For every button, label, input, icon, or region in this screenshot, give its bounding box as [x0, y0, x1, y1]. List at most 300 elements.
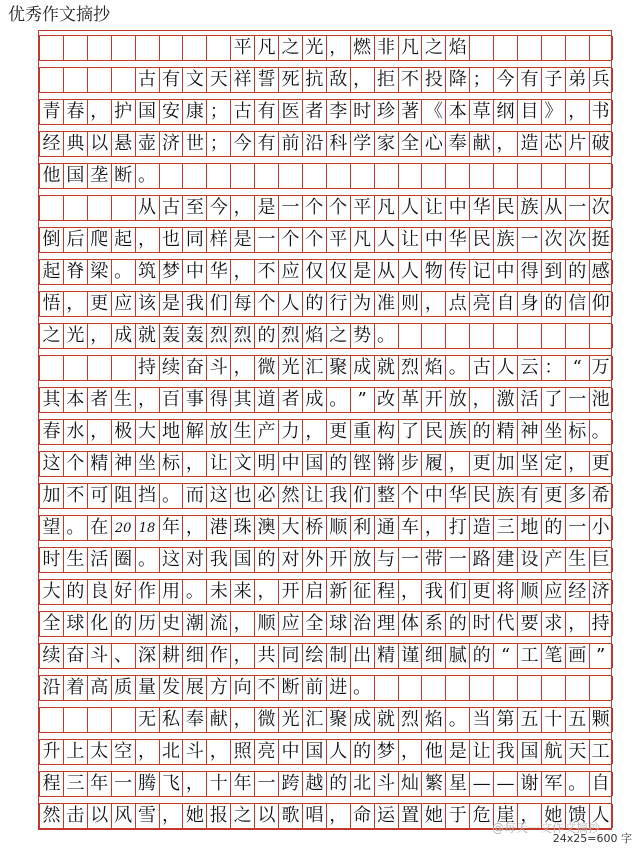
grid-cell: 片	[565, 132, 589, 156]
grid-cell: 成	[302, 388, 326, 412]
grid-cell: 安	[159, 100, 183, 124]
grid-cell: 将	[493, 580, 517, 604]
grid-row	[39, 419, 611, 445]
grid-cell: 发	[159, 676, 183, 700]
grid-cell: 体	[398, 612, 422, 636]
grid-cell: ，	[230, 260, 254, 284]
grid-cell: 族	[493, 484, 517, 508]
grid-cell: 时	[39, 548, 63, 572]
grid-cell: 精	[374, 644, 398, 668]
grid-cell: 个	[302, 196, 326, 220]
grid-cell: ，	[469, 388, 493, 412]
grid-cell: 华	[445, 484, 469, 508]
grid-cell: 对	[278, 548, 302, 572]
grid-cell: 国	[302, 452, 326, 476]
grid-cell: 良	[87, 580, 111, 604]
grid-cell: 她	[182, 804, 206, 828]
grid-cell: 珠	[230, 516, 254, 540]
grid-cell: 世	[182, 132, 206, 156]
grid-cell: 光	[302, 36, 326, 60]
grid-cell: 沿	[39, 676, 63, 700]
grid-cell: 斗	[87, 644, 111, 668]
grid-cell: 时	[350, 100, 374, 124]
grid-cell: 者	[278, 388, 302, 412]
grid-cell: 之	[326, 324, 350, 348]
grid-row	[39, 515, 611, 541]
grid-cell: 的	[350, 740, 374, 764]
grid-cell: ，	[302, 420, 326, 444]
grid-cell: ，	[565, 452, 589, 476]
grid-cell: 画	[565, 644, 589, 668]
grid-cell: 奉	[182, 708, 206, 732]
grid-cell: 极	[111, 420, 135, 444]
grid-cell	[182, 164, 206, 188]
grid-cell	[63, 356, 87, 380]
grid-cell: 程	[39, 772, 63, 796]
grid-cell: 拒	[374, 68, 398, 92]
grid-cell: 要	[517, 612, 541, 636]
grid-cell	[87, 708, 111, 732]
grid-cell	[206, 36, 230, 60]
grid-cell	[182, 36, 206, 60]
grid-cell	[517, 36, 541, 60]
grid-cell: 用	[159, 580, 183, 604]
grid-cell: 中	[445, 196, 469, 220]
grid-cell: 一	[111, 772, 135, 796]
grid-cell: 升	[39, 740, 63, 764]
grid-cell: 作	[206, 644, 230, 668]
grid-cell: 有	[159, 68, 183, 92]
grid-cell: 球	[63, 612, 87, 636]
grid-cell	[63, 708, 87, 732]
grid-cell: 阻	[111, 484, 135, 508]
grid-cell: 理	[374, 612, 398, 636]
grid-cell: 断	[278, 676, 302, 700]
grid-cell: 成	[111, 324, 135, 348]
grid-cell: 济	[589, 580, 613, 604]
grid-cell: 革	[398, 388, 422, 412]
grid-cell: 亮	[254, 740, 278, 764]
grid-cell: 水	[63, 420, 87, 444]
grid-cell: 该	[135, 292, 159, 316]
grid-cell: 敌	[326, 68, 350, 92]
grid-cell: 我	[421, 580, 445, 604]
grid-cell: 耕	[159, 644, 183, 668]
grid-cell: 方	[206, 676, 230, 700]
grid-cell: 平	[350, 196, 374, 220]
grid-cell: 续	[159, 356, 183, 380]
grid-cell: 中	[421, 484, 445, 508]
grid-cell: ，	[445, 452, 469, 476]
grid-cell: 我	[326, 484, 350, 508]
grid-cell: 开	[326, 548, 350, 572]
grid-cell: 产	[541, 548, 565, 572]
grid-cell: 五	[565, 708, 589, 732]
grid-cell: 华	[469, 196, 493, 220]
grid-cell: 外	[302, 548, 326, 572]
grid-cell: 次	[589, 196, 613, 220]
grid-cell	[206, 164, 230, 188]
grid-cell: 样	[206, 228, 230, 252]
grid-cell: 则	[398, 292, 422, 316]
grid-cell: 筑	[135, 260, 159, 284]
grid-cell: 《	[421, 100, 445, 124]
grid-cell: 人	[398, 260, 422, 284]
grid-cell: ，	[350, 68, 374, 92]
grid-cell: 顺	[517, 580, 541, 604]
grid-cell: ，	[87, 324, 111, 348]
grid-cell: 国	[230, 548, 254, 572]
grid-cell	[39, 68, 63, 92]
grid-cell: 古	[135, 68, 159, 92]
grid-cell	[87, 68, 111, 92]
grid-cell: 芯	[541, 132, 565, 156]
grid-cell: 兵	[589, 68, 613, 92]
grid-cell: 是	[350, 260, 374, 284]
grid-cell: 地	[159, 420, 183, 444]
grid-cell: 烈	[398, 356, 422, 380]
grid-cell	[87, 196, 111, 220]
grid-cell	[445, 676, 469, 700]
grid-cell: 这	[159, 548, 183, 572]
grid-cell: 经	[39, 132, 63, 156]
grid-cell: 于	[445, 804, 469, 828]
grid-cell: 私	[159, 708, 183, 732]
grid-cell: 本	[445, 100, 469, 124]
grid-cell: 第	[493, 708, 517, 732]
grid-cell: 危	[469, 804, 493, 828]
grid-cell: 传	[445, 260, 469, 284]
grid-cell: 应	[278, 612, 302, 636]
grid-cell: ，	[421, 292, 445, 316]
grid-cell	[541, 676, 565, 700]
grid-cell: 的	[445, 612, 469, 636]
grid-cell: 人	[398, 196, 422, 220]
grid-cell: 望	[39, 516, 63, 540]
grid-cell: 中	[182, 260, 206, 284]
grid-cell: 烈	[206, 324, 230, 348]
grid-cell: 文	[182, 68, 206, 92]
grid-cell: 。	[445, 356, 469, 380]
grid-cell: 有	[517, 68, 541, 92]
grid-cell: 族	[445, 420, 469, 444]
grid-cell: 祥	[230, 68, 254, 92]
grid-cell: 一	[565, 388, 589, 412]
grid-cell: 工	[589, 740, 613, 764]
grid-cell: 激	[493, 388, 517, 412]
grid-cell: 们	[206, 292, 230, 316]
grid-cell: 的	[469, 644, 493, 668]
grid-cell: ，	[230, 356, 254, 380]
grid-cell: 应	[541, 580, 565, 604]
grid-cell: 让	[398, 228, 422, 252]
grid-cell: 小	[589, 516, 613, 540]
grid-cell: ，	[493, 132, 517, 156]
grid-cell: 谢	[517, 772, 541, 796]
grid-cell: 挡	[135, 484, 159, 508]
grid-cell: 谨	[398, 644, 422, 668]
grid-cell: 之	[278, 36, 302, 60]
grid-cell: 族	[493, 228, 517, 252]
grid-cell: 港	[206, 516, 230, 540]
grid-cell	[111, 68, 135, 92]
grid-cell: 越	[302, 772, 326, 796]
grid-cell: 人	[278, 292, 302, 316]
grid-cell	[39, 36, 63, 60]
grid-cell: “	[565, 356, 589, 380]
grid-cell: 上	[63, 740, 87, 764]
grid-cell: 同	[278, 644, 302, 668]
grid-cell: “	[493, 644, 517, 668]
grid-row	[39, 771, 611, 797]
grid-cell: 凡	[374, 196, 398, 220]
grid-cell: 让	[469, 740, 493, 764]
grid-cell: 的	[326, 772, 350, 796]
page-header-title: 优秀作文摘抄	[8, 5, 110, 25]
grid-cell: 可	[87, 484, 111, 508]
grid-cell: 流	[206, 612, 230, 636]
grid-cell	[63, 36, 87, 60]
grid-cell: 北	[350, 772, 374, 796]
grid-cell	[517, 676, 541, 700]
grid-cell: 必	[254, 484, 278, 508]
grid-cell	[374, 164, 398, 188]
grid-cell	[278, 164, 302, 188]
grid-cell: 草	[469, 100, 493, 124]
grid-cell: 改	[374, 388, 398, 412]
grid-cell: 绘	[302, 644, 326, 668]
grid-cell: 自	[493, 292, 517, 316]
grid-cell: 华	[206, 260, 230, 284]
grid-cell: 顺	[326, 516, 350, 540]
grid-cell: 不	[398, 68, 422, 92]
grid-cell: 华	[445, 228, 469, 252]
grid-cell	[39, 196, 63, 220]
grid-cell: 悬	[111, 132, 135, 156]
grid-cell: 顺	[254, 612, 278, 636]
grid-cell	[493, 36, 517, 60]
grid-cell: 也	[159, 228, 183, 252]
grid-cell: 活	[87, 548, 111, 572]
grid-cell: 国	[517, 740, 541, 764]
grid-cell	[87, 356, 111, 380]
grid-cell	[398, 164, 422, 188]
grid-cell: 凡	[398, 36, 422, 60]
grid-cell: 降	[445, 68, 469, 92]
grid-cell: ，	[398, 740, 422, 764]
grid-cell: 得	[517, 260, 541, 284]
grid-cell: 目	[517, 100, 541, 124]
grid-cell: 科	[326, 132, 350, 156]
grid-cell: 李	[326, 100, 350, 124]
grid-cell: 来	[230, 580, 254, 604]
grid-cell: 子	[541, 68, 565, 92]
grid-cell	[589, 164, 613, 188]
grid-cell	[493, 676, 517, 700]
grid-cell: 聚	[326, 708, 350, 732]
grid-cell: 万	[589, 356, 613, 380]
grid-cell: 让	[302, 484, 326, 508]
grid-cell: 破	[589, 132, 613, 156]
grid-cell: 当	[469, 708, 493, 732]
grid-cell: 在	[87, 516, 111, 540]
grid-cell: 其	[230, 388, 254, 412]
grid-cell: 梦	[159, 260, 183, 284]
grid-cell: 一	[517, 228, 541, 252]
grid-cell: ，	[565, 100, 589, 124]
grid-cell: 民	[469, 228, 493, 252]
grid-cell	[350, 164, 374, 188]
grid-row	[39, 291, 611, 317]
grid-cell: ，	[326, 804, 350, 828]
grid-cell: 多	[565, 484, 589, 508]
grid-cell: 持	[589, 612, 613, 636]
grid-cell: ，	[87, 100, 111, 124]
grid-cell: 解	[182, 420, 206, 444]
grid-cell: 中	[421, 228, 445, 252]
grid-cell: 十	[206, 772, 230, 796]
grid-cell	[469, 36, 493, 60]
grid-cell: ，	[230, 612, 254, 636]
grid-cell: 青	[39, 100, 63, 124]
grid-cell	[326, 164, 350, 188]
grid-cell	[565, 164, 589, 188]
grid-cell: 本	[63, 388, 87, 412]
grid-row	[39, 483, 611, 509]
grid-row	[39, 387, 611, 413]
grid-cell: 中	[493, 260, 517, 284]
grid-cell: 脊	[63, 260, 87, 284]
grid-cell: 启	[302, 580, 326, 604]
grid-cell: 中	[278, 452, 302, 476]
grid-cell: 跨	[278, 772, 302, 796]
grid-cell: 希	[589, 484, 613, 508]
grid-cell: 地	[517, 516, 541, 540]
grid-cell: 力	[278, 420, 302, 444]
grid-row	[39, 611, 611, 637]
grid-cell: 从	[541, 196, 565, 220]
grid-cell: 神	[517, 420, 541, 444]
grid-cell: 以	[254, 804, 278, 828]
grid-cell	[589, 324, 613, 348]
grid-cell: 系	[421, 612, 445, 636]
grid-cell: 带	[421, 548, 445, 572]
grid-cell: 投	[421, 68, 445, 92]
grid-cell: 著	[398, 100, 422, 124]
grid-cell: 圈	[111, 548, 135, 572]
grid-cell: 个	[254, 292, 278, 316]
grid-cell: 大	[278, 516, 302, 540]
grid-cell: 书	[589, 100, 613, 124]
grid-cell: 倒	[39, 228, 63, 252]
grid-cell: 其	[39, 388, 63, 412]
grid-cell: 一	[565, 516, 589, 540]
grid-cell: 之	[230, 804, 254, 828]
grid-cell: 、	[111, 644, 135, 668]
grid-cell: 古	[230, 100, 254, 124]
grid-cell: 国	[63, 164, 87, 188]
grid-cell: 天	[565, 740, 589, 764]
grid-cell: 自	[589, 772, 613, 796]
grid-cell: 是	[159, 292, 183, 316]
grid-cell: 大	[39, 580, 63, 604]
grid-cell: 太	[87, 740, 111, 764]
grid-cell: 照	[230, 740, 254, 764]
grid-cell: ，	[63, 292, 87, 316]
grid-cell: 代	[493, 612, 517, 636]
grid-cell: 成	[350, 708, 374, 732]
grid-cell: 灿	[398, 772, 422, 796]
grid-cell: 是	[445, 740, 469, 764]
grid-cell: 经	[565, 580, 589, 604]
grid-cell: 明	[254, 452, 278, 476]
grid-cell: 行	[326, 292, 350, 316]
grid-cell: 未	[206, 580, 230, 604]
grid-cell: —	[469, 772, 493, 796]
grid-cell: 典	[63, 132, 87, 156]
grid-cell: 步	[398, 452, 422, 476]
grid-cell: 。	[326, 388, 350, 412]
grid-cell: ，	[517, 804, 541, 828]
grid-cell: 事	[182, 388, 206, 412]
grid-cell: 程	[374, 580, 398, 604]
grid-cell: 通	[374, 516, 398, 540]
grid-row	[39, 675, 611, 701]
grid-cell: 。	[589, 420, 613, 444]
grid-cell: 细	[182, 644, 206, 668]
grid-row	[39, 323, 611, 349]
grid-cell: 更	[87, 292, 111, 316]
grid-cell	[565, 324, 589, 348]
grid-cell: 北	[159, 740, 183, 764]
grid-cell: 放	[445, 388, 469, 412]
grid-cell: ；	[206, 100, 230, 124]
grid-cell: 人	[374, 228, 398, 252]
grid-cell: 重	[350, 420, 374, 444]
grid-cell: 空	[111, 740, 135, 764]
grid-cell: 断	[111, 164, 135, 188]
grid-cell: 是	[254, 196, 278, 220]
grid-cell: ；	[206, 132, 230, 156]
grid-cell: 车	[398, 516, 422, 540]
grid-cell: 汇	[302, 708, 326, 732]
grid-cell: 歌	[278, 804, 302, 828]
grid-cell: 有	[254, 132, 278, 156]
grid-cell: 她	[541, 804, 565, 828]
grid-cell: 全	[39, 612, 63, 636]
grid-cell: 中	[278, 740, 302, 764]
grid-cell: 报	[206, 804, 230, 828]
grid-cell: 民	[469, 484, 493, 508]
grid-cell: 珍	[374, 100, 398, 124]
grid-cell: 为	[350, 292, 374, 316]
grid-cell: 焰	[421, 708, 445, 732]
grid-cell: 这	[39, 452, 63, 476]
grid-cell: 深	[135, 644, 159, 668]
grid-cell: 一	[565, 196, 589, 220]
grid-cell: 古	[469, 356, 493, 380]
grid-cell: 与	[374, 548, 398, 572]
grid-cell: ，	[135, 228, 159, 252]
grid-cell: 斗	[206, 356, 230, 380]
grid-cell: 。	[350, 676, 374, 700]
grid-cell: 唱	[302, 804, 326, 828]
grid-row	[39, 739, 611, 765]
grid-cell: 微	[254, 356, 278, 380]
grid-cell: 点	[445, 292, 469, 316]
grid-cell: 整	[374, 484, 398, 508]
grid-cell	[87, 36, 111, 60]
